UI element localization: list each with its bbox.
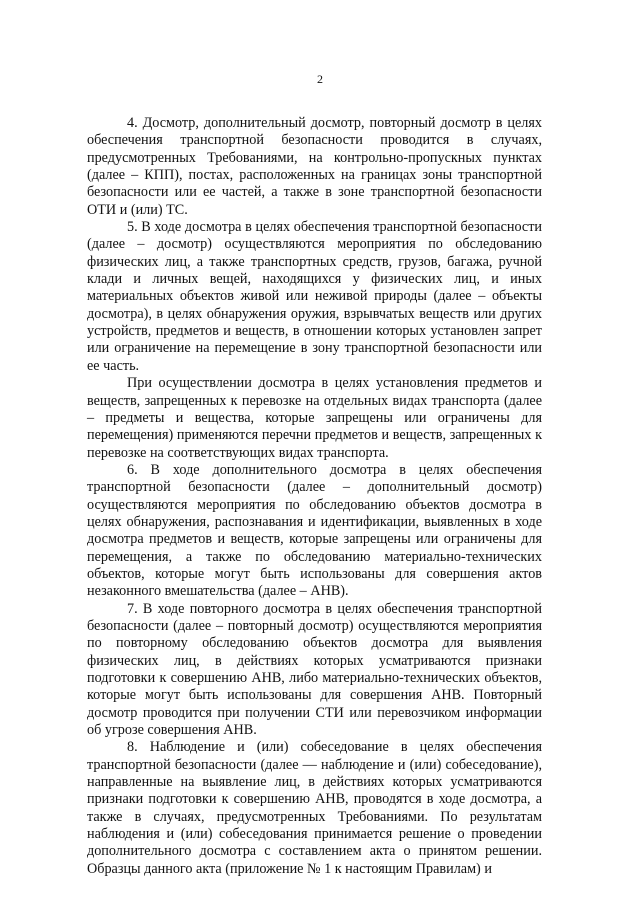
document-body xyxy=(87,115,542,878)
paragraph-prohibited-items: При осуществлении досмотра в целях установления предметов и веществ, запрещенных к перевозке на отдельных видах транспорта (далее – предметы и вещества, которые запрещены или ограничены для перемещения) применяются перечни предметов и веществ, запрещенных к перевозке на соответствующих видах транспорта. xyxy=(87,375,542,461)
paragraph-item-7: 7. В ходе повторного досмотра в целях обеспечения транспортной безопасности (далее – повторный досмотр) осуществляются мероприятия по повторному обследованию объектов досмотра для выявления физических лиц, в действиях которых усматриваются признаки подготовки к совершению АНВ, либо материально-технических объектов, которые могут быть использованы для совершения АНВ. Повторный досмотр проводится при получении СТИ или перевозчиком информации об угрозе совершения АНВ. xyxy=(87,600,542,739)
paragraph-item-5: 5. В ходе досмотра в целях обеспечения транспортной безопасности (далее – досмотр) осуществляются мероприятия по обследованию физических лиц, а также транспортных средств, грузов, багажа, ручной клади и личных вещей, находящихся у физических лиц, и иных материальных объектов живой или неживой природы (далее – объекты досмотра), в целях обнаружения оружия, взрывчатых веществ или других устройств, предметов и веществ, в отношении которых установлен запрет или ограничение на перемещение в зону транспортной безопасности или ее часть. xyxy=(87,219,542,374)
paragraph-item-4: 4. Досмотр, дополнительный досмотр, повторный досмотр в целях обеспечения транспортной безопасности проводится в случаях, предусмотренных Требованиями, на контрольно-пропускных пунктах (далее – КПП), постах, расположенных на границах зоны транспортной безопасности или ее частей, а также в зоне транспортной безопасности ОТИ и (или) ТС. xyxy=(87,115,542,218)
paragraph-item-8: 8. Наблюдение и (или) собеседование в целях обеспечения транспортной безопасности (далее — наблюдение и (или) собеседование), направленные на выявление лиц, в действиях которых усматриваются признаки подготовки к совершению АНВ, проводятся в ходе досмотра, а также в случаях, предусмотренных Требованиями. По результатам наблюдения и (или) собеседования принимается решение о проведении дополнительного досмотра с составлением акта о принятом решении. Образцы данного акта (приложение № 1 к настоящим Правилам) и xyxy=(87,739,542,877)
paragraph-item-6: 6. В ходе дополнительного досмотра в целях обеспечения транспортной безопасности (далее – дополнительный досмотр) осуществляются мероприятия по обследованию объектов досмотра в целях обнаружения, распознавания и идентификации, выявленных в ходе досмотра предметов и веществ, которые запрещены или ограничены для перемещения, а также по обследованию материально-технических объектов, которые могут быть использованы для совершения актов незаконного вмешательства (далее – АНВ). xyxy=(87,461,542,600)
page-number: 2 xyxy=(317,72,323,86)
